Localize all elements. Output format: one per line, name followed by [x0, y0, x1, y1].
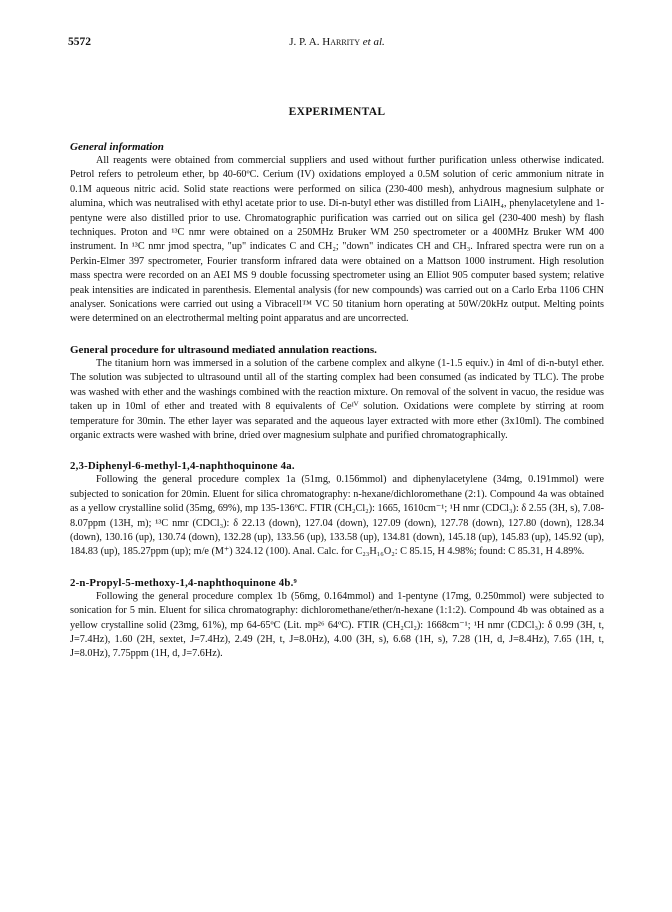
general-procedure-heading: General procedure for ultrasound mediated annulation reactions. [70, 343, 377, 356]
running-head-etal: et al. [360, 36, 385, 48]
page-number: 5572 [68, 36, 91, 48]
compound-4b-text: Following the general procedure complex 1b (56mg, 0.164mmol) and 1-pentyne (17mg, 0.250mmol) were subjected to sonication for 5 min. Eluent for silica chromatography: dichloromethane/ether/n-hexane (1:1:2). Compound 4b was obtained as a yellow crystalline solid (23mg, 61%), mp 64-65ºC (Lit. mp²⁶ 64ºC). FTIR (CH₂Cl₂): 1668cm⁻¹; ¹H nmr (CDCl₃): δ 0.99 (3H, t, J=7.4Hz), 1.60 (2H, sextet, J=7.4Hz), 2.49 (2H, t, J=8.0Hz), 4.00 (3H, s), 6.68 (1H, s), 7.28 (1H, d, J=8.4Hz), 7.65 (1H, t, J=8.0Hz), 7.75ppm (1H, d, J=7.6Hz). [70, 590, 604, 660]
running-head [70, 36, 604, 48]
general-information-heading: General information [70, 141, 164, 153]
compound-4b-heading: 2-n-Propyl-5-methoxy-1,4-naphthoquinone 4b.⁹ [70, 576, 297, 589]
general-information-text: All reagents were obtained from commercial suppliers and used without further purification unless otherwise indicated. Petrol refers to petroleum ether, bp 40-60ºC. Cerium (IV) oxidations employed a 0.5M solution of ceric ammonium nitrate in 0.1M aqueous nitric acid. Solid state reactions were performed on silica (230-400 mesh), anhydrous magnesium sulphate or alumina, which was neutralised with ethyl acetate prior to use. Di-n-butyl ether was distilled from LiAlH₄, phenylacetylene and 1-pentyne were also distilled prior to use. Chromatographic purification was carried out on silica gel (230-400 mesh) by flash techniques. Proton and ¹³C nmr were obtained on a 250MHz Bruker WM 250 spectrometer or a 400MHz Bruker WM 400 instrument. In ¹³C nmr jmod spectra, "up" indicates C and CH₂; "down" indicates CH and CH₃. Infrared spectra were run on a Perkin-Elmer 397 spectrometer, Fourier transform infrared data were obtained on a Mattson 1000 instrument. High resolution mass spectra were recorded on an AEI MS 9 double focussing spectrometer using an Elliot 905 computer based system; relative peak intensities are indicated in parenthesis. Elemental analysis (for new compounds) was carried out on a Carlo Erba 1106 CHN analyser. Sonications were carried out using a Vibracell™ VC 50 titanium horn operating at 50W/20kHz output. Melting points were determined on an electrothermal melting point apparatus and are uncorrected. [70, 155, 604, 325]
journal-page [70, 36, 604, 662]
section-title: EXPERIMENTAL [288, 106, 386, 118]
page-header [70, 36, 604, 54]
general-procedure-text: The titanium horn was immersed in a solution of the carbene complex and alkyne (1-1.5 equiv.) in 4ml of di-n-butyl ether. The solution was subjected to ultrasound until all of the starting complex had been consumed (as indicated by TLC). The probe was washed with ether and the washings combined with the reaction mixture. On removal of the solvent in vacuo, the residue was taken up in 10ml of ether and treated with 8 equivalents of Ceᴵⱽ solution. Oxidations were complete by stirring at room temperature for 30min. The ether layer was separated and the aqueous layer extracted with more ether (3x10ml). The combined organic extracts were washed with brine, dried over magnesium sulphate and purified chromatographically. [70, 357, 604, 441]
compound-4a-text: Following the general procedure complex 1a (51mg, 0.156mmol) and diphenylacetylene (34mg, 0.191mmol) were subjected to sonication for 20min. Eluent for silica chromatography: n-hexane/dichloromethane (2:1). Compound 4a was obtained as a yellow crystalline solid (35mg, 69%), mp 135-136ºC. FTIR (CH₂Cl₂): 1665, 1610cm⁻¹; ¹H nmr (CDCl₃): δ 2.55 (3H, s), 7.08-8.07ppm (13H, m); ¹³C nmr (CDCl₃): δ 22.13 (down), 127.04 (down), 127.09 (down), 127.78 (down), 127.80 (down), 128.34 (down), 130.16 (up), 130.74 (down), 132.28 (up), 133.56 (up), 133.58 (up), 134.81 (down), 145.18 (up), 145.83 (up), 145.92 (up), 184.83 (up), 185.27ppm (up); m/e (M⁺) 324.12 (100). Anal. Calc. for C₂₃H₁₆O₂: C 85.15, H 4.98%; found: C 85.31, H 4.89%. [70, 474, 604, 558]
running-head-surname: Harrity [322, 36, 360, 48]
running-head-initials: J. P. A. [289, 36, 323, 48]
compound-4a-heading: 2,3-Diphenyl-6-methyl-1,4-naphthoquinone 4a. [70, 460, 295, 473]
